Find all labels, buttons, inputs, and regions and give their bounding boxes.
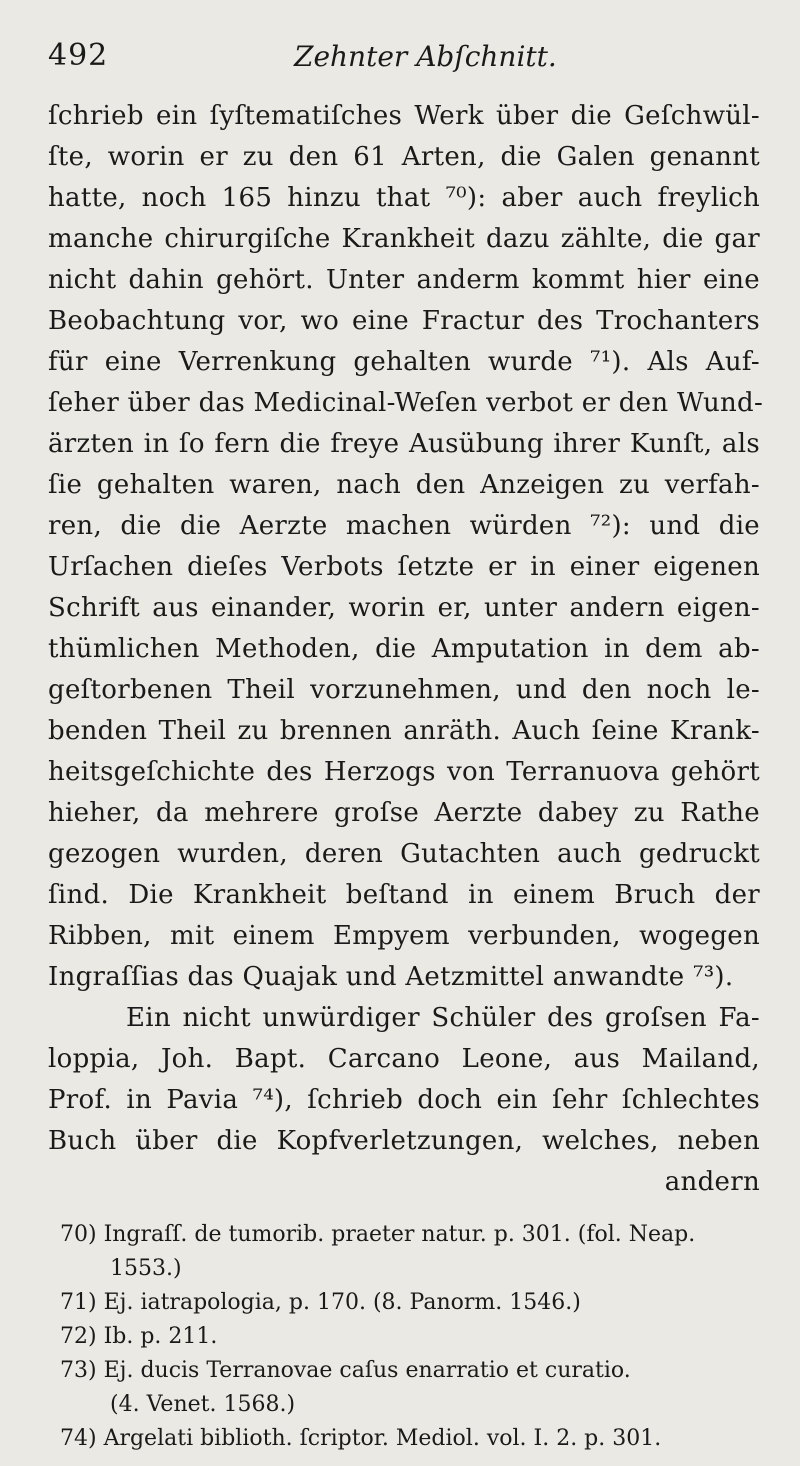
text-line: ſte, worin er zu den 61 Arten, die Galen genannt xyxy=(48,142,760,172)
body-text xyxy=(48,96,764,1203)
footnotes xyxy=(60,1218,760,1456)
text-line: ſind. Die Krankheit beſtand in einem Bruch der xyxy=(48,880,760,910)
running-head: Zehnter Abſchnitt. xyxy=(294,40,557,73)
footnote: 73) Ej. ducis Terranovae caſus enarratio et curatio. xyxy=(60,1358,631,1383)
footnote: 74) Argelati biblioth. ſcriptor. Mediol. vol. I. 2. p. 301. xyxy=(60,1426,662,1451)
text-line: gezogen wurden, deren Gutachten auch gedruckt xyxy=(48,839,760,869)
text-line: manche chirurgiſche Krankheit dazu zählte, die gar xyxy=(48,224,760,254)
text-line: ſeher über das Medicinal-Weſen verbot er den Wund- xyxy=(48,388,764,418)
text-line: Schrift aus einander, worin er, unter andern eigen- xyxy=(48,593,760,623)
text-line: ſie gehalten waren, nach den Anzeigen zu verfah- xyxy=(48,470,760,500)
text-line: loppia, Joh. Bapt. Carcano Leone, aus Mailand, xyxy=(48,1044,760,1074)
text-line: hieher, da mehrere groſse Aerzte dabey zu Rathe xyxy=(48,798,760,828)
text-line: Buch über die Kopfverletzungen, welches, neben xyxy=(48,1126,760,1156)
text-line: für eine Verrenkung gehalten wurde ⁷¹). Als Auf- xyxy=(48,347,760,377)
footnote-continuation: 1553.) xyxy=(110,1256,182,1281)
text-line: geſtorbenen Theil vorzunehmen, und den noch le- xyxy=(48,675,760,705)
footnote: 71) Ej. iatrapologia, p. 170. (8. Panorm. 1546.) xyxy=(60,1290,581,1315)
text-line: Ein nicht unwürdiger Schüler des groſsen Fa- xyxy=(126,1003,760,1033)
page-number: 492 xyxy=(48,38,109,73)
text-line: heitsgeſchichte des Herzogs von Terranuova gehört xyxy=(48,757,760,787)
footnote: 70) Ingraſſ. de tumorib. praeter natur. p. 301. (fol. Neap. xyxy=(60,1222,696,1247)
page-header xyxy=(44,38,756,78)
text-line: ren, die die Aerzte machen würden ⁷²): und die xyxy=(48,511,760,541)
text-line: Prof. in Pavia ⁷⁴), ſchrieb doch ein ſehr ſchlechtes xyxy=(48,1085,760,1115)
text-line: Ingraſſias das Quajak und Aetzmittel anwandte ⁷³). xyxy=(48,962,734,992)
footnote: 72) Ib. p. 211. xyxy=(60,1324,218,1349)
text-line: nicht dahin gehört. Unter anderm kommt hier eine xyxy=(48,265,760,295)
text-line: Urſachen dieſes Verbots ſetzte er in einer eigenen xyxy=(48,552,760,582)
text-line: ſchrieb ein ſyſtematiſches Werk über die Geſchwül- xyxy=(48,101,760,131)
text-line: hatte, noch 165 hinzu that ⁷⁰): aber auch freylich xyxy=(48,183,760,213)
text-line: benden Theil zu brennen anräth. Auch ſeine Krank- xyxy=(48,716,760,746)
catchword: andern xyxy=(664,1167,760,1197)
text-line: Ribben, mit einem Empyem verbunden, wogegen xyxy=(48,921,760,951)
text-line: ärzten in ſo fern die freye Ausübung ihrer Kunſt, als xyxy=(48,429,760,459)
footnote-continuation: (4. Venet. 1568.) xyxy=(110,1392,296,1417)
text-line: thümlichen Methoden, die Amputation in dem ab- xyxy=(48,634,760,664)
text-line: Beobachtung vor, wo eine Fractur des Trochanters xyxy=(48,306,760,336)
